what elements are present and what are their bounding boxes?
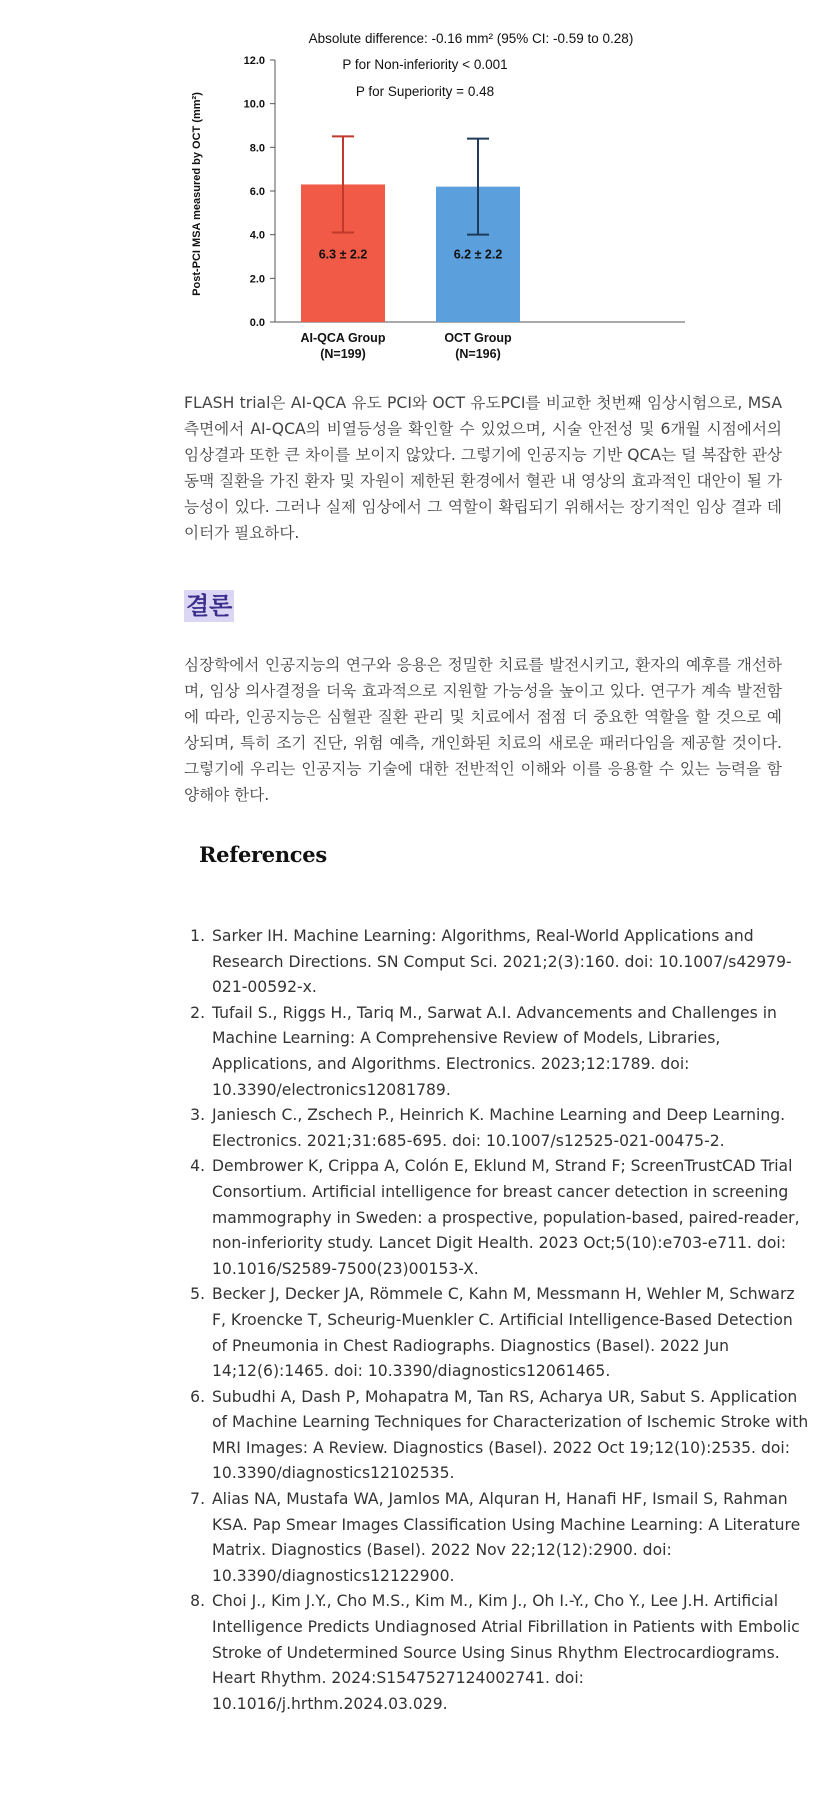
y-tick-label: 2.0 bbox=[249, 273, 265, 286]
x-category-n: (N=199) bbox=[320, 347, 366, 361]
y-tick-label: 10.0 bbox=[243, 98, 265, 111]
x-category-label: AI-QCA Group bbox=[300, 331, 386, 345]
annotation-absolute-difference: Absolute difference: -0.16 mm² (95% CI: -0.59 to 0.28) bbox=[308, 31, 634, 46]
reference-item: 8. Choi J., Kim J.Y., Cho M.S., Kim M., Kim J., Oh I.-Y., Cho Y., Lee J.H. Artificial Intelligence Predicts Undiagnosed Atrial Fibrillation in Patients with Embolic Stroke of Undetermined Source Using Sinus Rhythm Electrocardiograms. Heart Rhythm. 2024:S1547527124002741. doi: 10.1016/j.hrthm.2024.03.029. bbox=[210, 1589, 810, 1717]
discussion-paragraph: FLASH trial은 AI-QCA 유도 PCI와 OCT 유도PCI를 비교한 첫번째 임상시험으로, MSA 측면에서 AI-QCA의 비열등성을 확인할 수 있었으며, 시술 안전성 및 6개월 시점에서의 임상결과 또한 큰 차이를 보이지 않았다. 그렇기에 인공지능 기반 QCA는 덜 복잡한 관상동맥 질환을 가진 환자 및 자원이 제한된 환경에서 혈관 내 영상의 효과적인 대안이 될 가능성이 있다. 그러나 실제 임상에서 그 역할이 확립되기 위해서는 장기적인 임상 결과 데이터가 필요하다. bbox=[184, 394, 782, 542]
annotation-p-superiority: P for Superiority = 0.48 bbox=[355, 84, 495, 99]
y-tick-label: 6.0 bbox=[249, 186, 265, 198]
conclusion-heading: 결론 bbox=[186, 592, 233, 620]
y-tick-label: 4.0 bbox=[249, 229, 265, 242]
x-axis-labels bbox=[301, 331, 513, 361]
annotation-p-noninferiority: P for Non-inferiority < 0.001 bbox=[342, 57, 508, 72]
reference-item: 5. Becker J, Decker JA, Römmele C, Kahn M, Messmann H, Wehler M, Schwarz F, Kroencke T, Scheurig-Muenkler C. Artificial Intelligence-Based Detection of Pneumonia in Chest Radiographs. Diagnostics (Basel). 2022 Jun 14;12(6):1465. doi: 10.3390/diagnostics12061465. bbox=[210, 1282, 810, 1384]
y-axis-label: Post-PCI MSA measured by OCT (mm²) bbox=[191, 92, 203, 296]
msa-bar-chart bbox=[180, 22, 720, 377]
bar-value-label: 6.2 ± 2.2 bbox=[453, 247, 503, 262]
x-category-label: OCT Group bbox=[444, 331, 512, 345]
y-tick-label: 8.0 bbox=[249, 142, 265, 155]
reference-item: 2. Tufail S., Riggs H., Tariq M., Sarwat A.I. Advancements and Challenges in Machine Learning: A Comprehensive Review of Models, Libraries, Applications, and Algorithms. Electronics. 2023;12:1789. doi: 10.3390/electronics12081789. bbox=[210, 1001, 810, 1103]
references-list bbox=[186, 924, 810, 1717]
bars-group bbox=[301, 136, 520, 322]
reference-item: 6. Subudhi A, Dash P, Mohapatra M, Tan RS, Acharya UR, Sabut S. Application of Machine Learning Techniques for Characterization of Ischemic Stroke with MRI Images: A Review. Diagnostics (Basel). 2022 Oct 19;12(10):2535. doi: 10.3390/diagnostics12102535. bbox=[210, 1385, 810, 1487]
x-category-n: (N=196) bbox=[455, 347, 501, 361]
y-tick-label: 12.0 bbox=[243, 55, 265, 67]
y-tick-label: 0.0 bbox=[249, 317, 265, 329]
y-axis-ticks bbox=[244, 55, 275, 329]
reference-item: 4. Dembrower K, Crippa A, Colón E, Eklund M, Strand F; ScreenTrustCAD Trial Consortium. Artificial intelligence for breast cancer detection in screening mammography in Sweden: a prospective, population-based, paired-reader, non-inferiority study. Lancet Digit Health. 2023 Oct;5(10):e703-e711. doi: 10.1016/S2589-7500(23)00153-X. bbox=[210, 1154, 810, 1282]
bar-value-label: 6.3 ± 2.2 bbox=[318, 247, 368, 262]
reference-item: 3. Janiesch C., Zschech P., Heinrich K. Machine Learning and Deep Learning. Electronics. 2021;31:685-695. doi: 10.1007/s12525-021-00475-2. bbox=[210, 1103, 810, 1154]
reference-item: 1. Sarker IH. Machine Learning: Algorithms, Real-World Applications and Research Directions. SN Comput Sci. 2021;2(3):160. doi: 10.1007/s42979-021-00592-x. bbox=[210, 924, 810, 1001]
references-heading: References bbox=[199, 842, 327, 867]
reference-item: 7. Alias NA, Mustafa WA, Jamlos MA, Alquran H, Hanafi HF, Ismail S, Rahman KSA. Pap Smear Images Classification Using Machine Learning: A Literature Matrix. Diagnostics (Basel). 2022 Nov 22;12(12):2900. doi: 10.3390/diagnostics12122900. bbox=[210, 1487, 810, 1589]
conclusion-paragraph: 심장학에서 인공지능의 연구와 응용은 정밀한 치료를 발전시키고, 환자의 예후를 개선하며, 임상 의사결정을 더욱 효과적으로 지원할 가능성을 높이고 있다. 연구가 계속 발전함에 따라, 인공지능은 심혈관 질환 관리 및 치료에서 점점 더 중요한 역할을 할 것으로 예상되며, 특히 조기 진단, 위험 예측, 개인화된 치료의 새로운 패러다임을 제공할 것이다. 그렇기에 우리는 인공지능 기술에 대한 전반적인 이해와 이를 응용할 수 있는 능력을 함양해야 한다. bbox=[184, 656, 782, 804]
